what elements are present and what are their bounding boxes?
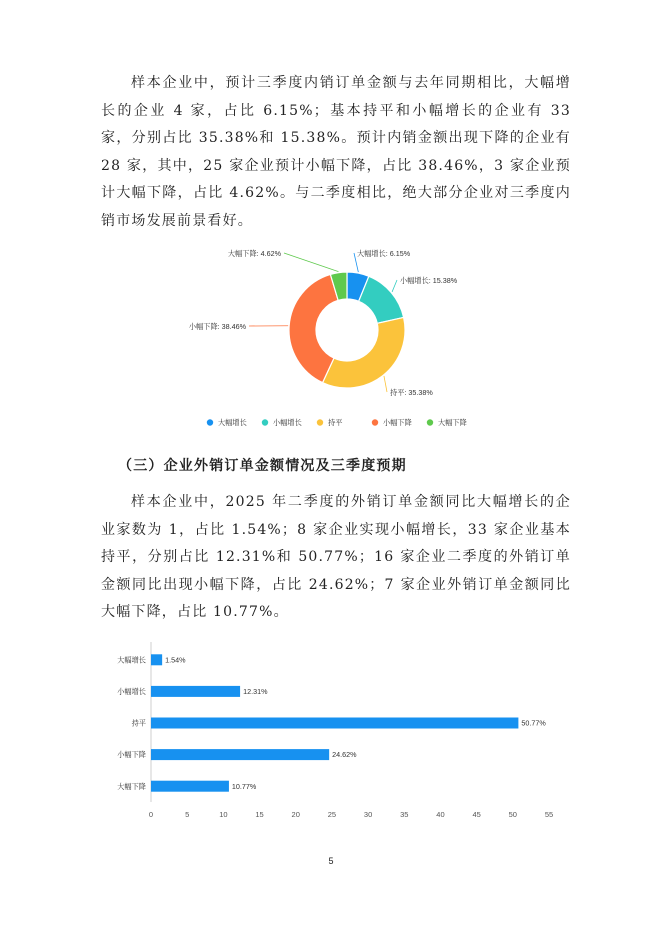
x-tick-label-50: 50 bbox=[508, 810, 517, 819]
bar-value-label-flat: 50.77% bbox=[521, 718, 546, 728]
legend-marker-flat bbox=[317, 419, 323, 425]
bar-category-label-small-decrease: 小幅下降 bbox=[117, 750, 146, 760]
legend-label-big-decrease: 大幅下降 bbox=[438, 418, 467, 427]
legend-label-small-increase: 小幅增长 bbox=[273, 418, 302, 427]
legend-label-flat: 持平 bbox=[328, 418, 343, 427]
x-tick-label-55: 55 bbox=[544, 810, 554, 819]
bar-big-increase bbox=[151, 654, 162, 665]
donut-label-big-increase: 大幅增长: 6.15% bbox=[357, 249, 411, 258]
legend-label-big-increase: 大幅增长 bbox=[218, 418, 247, 427]
x-tick-label-30: 30 bbox=[363, 810, 373, 819]
legend-marker-big-increase bbox=[207, 419, 213, 425]
donut-slice-small-decrease bbox=[289, 274, 338, 382]
bar-chart bbox=[100, 640, 570, 825]
section-heading: （三）企业外销订单金额情况及三季度预期 bbox=[118, 458, 407, 474]
donut-label-flat: 持平: 35.38% bbox=[390, 388, 433, 397]
bar-value-label-small-increase: 12.31% bbox=[243, 687, 268, 696]
donut-label-small-decrease: 小幅下降: 38.46% bbox=[188, 322, 246, 331]
legend-marker-small-increase bbox=[262, 419, 268, 425]
bar-category-label-small-increase: 小幅增长 bbox=[117, 687, 146, 696]
bar-big-decrease bbox=[151, 781, 229, 792]
bar-value-label-big-increase: 1.54% bbox=[165, 655, 186, 665]
donut-leader-flat bbox=[384, 376, 387, 392]
paragraph-domestic-orders: 样本企业中，预计三季度内销订单金额与去年同期相比，大幅增长的企业 4 家，占比 6.15%；基本持平和小幅增长的企业有 33 家，分别占比 35.38%和 15.38%。预计内销金额出现下降的企业有 28 家，其中，25 家企业预计小幅下降，占比 38.46%，3 家企业预计大幅下降，占比 4.62%。与二季度相比，绝大部分企业对三季度内销市场发展前景看好。 bbox=[101, 75, 571, 229]
donut-leader-big-decrease bbox=[284, 253, 338, 272]
bar-category-label-flat: 持平 bbox=[131, 718, 146, 728]
bar-value-label-big-decrease: 10.77% bbox=[231, 781, 257, 791]
bar-small-increase bbox=[151, 686, 240, 697]
paragraph-export-orders: 样本企业中，2025 年二季度的外销订单金额同比大幅增长的企业家数为 1，占比 1.54%；8 家企业实现小幅增长，33 家企业基本持平，分别占比 12.31%和 50.77%；16 家企业二季度的外销订单金额同比出现小幅下降，占比 24.62%；7 家企业外销订单金额同比大幅下降，占比 10.77%。 bbox=[101, 494, 571, 621]
donut-slice-flat bbox=[323, 317, 405, 388]
bar-value-label-small-decrease: 24.62% bbox=[332, 750, 357, 760]
bar-category-label-big-decrease: 大幅下降 bbox=[117, 781, 146, 791]
bar-small-decrease bbox=[151, 749, 329, 760]
donut-leader-small-increase bbox=[392, 280, 397, 292]
x-tick-label-10: 10 bbox=[219, 810, 228, 819]
x-tick-label-5: 5 bbox=[185, 810, 190, 819]
bar-category-label-big-increase: 大幅增长 bbox=[117, 655, 146, 665]
x-tick-label-0: 0 bbox=[148, 810, 154, 819]
x-tick-label-15: 15 bbox=[255, 810, 264, 819]
x-tick-label-35: 35 bbox=[400, 810, 409, 819]
donut-label-big-decrease: 大幅下降: 4.62% bbox=[227, 249, 281, 258]
bar-flat bbox=[151, 718, 518, 729]
legend-marker-big-decrease bbox=[427, 419, 433, 425]
legend-marker-small-decrease bbox=[372, 419, 378, 425]
donut-chart bbox=[150, 240, 550, 440]
donut-slice-small-increase bbox=[359, 276, 404, 323]
x-tick-label-20: 20 bbox=[291, 810, 300, 819]
x-tick-label-40: 40 bbox=[436, 810, 445, 819]
legend-label-small-decrease: 小幅下降 bbox=[383, 418, 412, 427]
donut-label-small-increase: 小幅增长: 15.38% bbox=[400, 276, 458, 285]
page-number: 5 bbox=[328, 856, 334, 866]
x-tick-label-25: 25 bbox=[327, 810, 337, 819]
x-tick-label-45: 45 bbox=[472, 810, 481, 819]
